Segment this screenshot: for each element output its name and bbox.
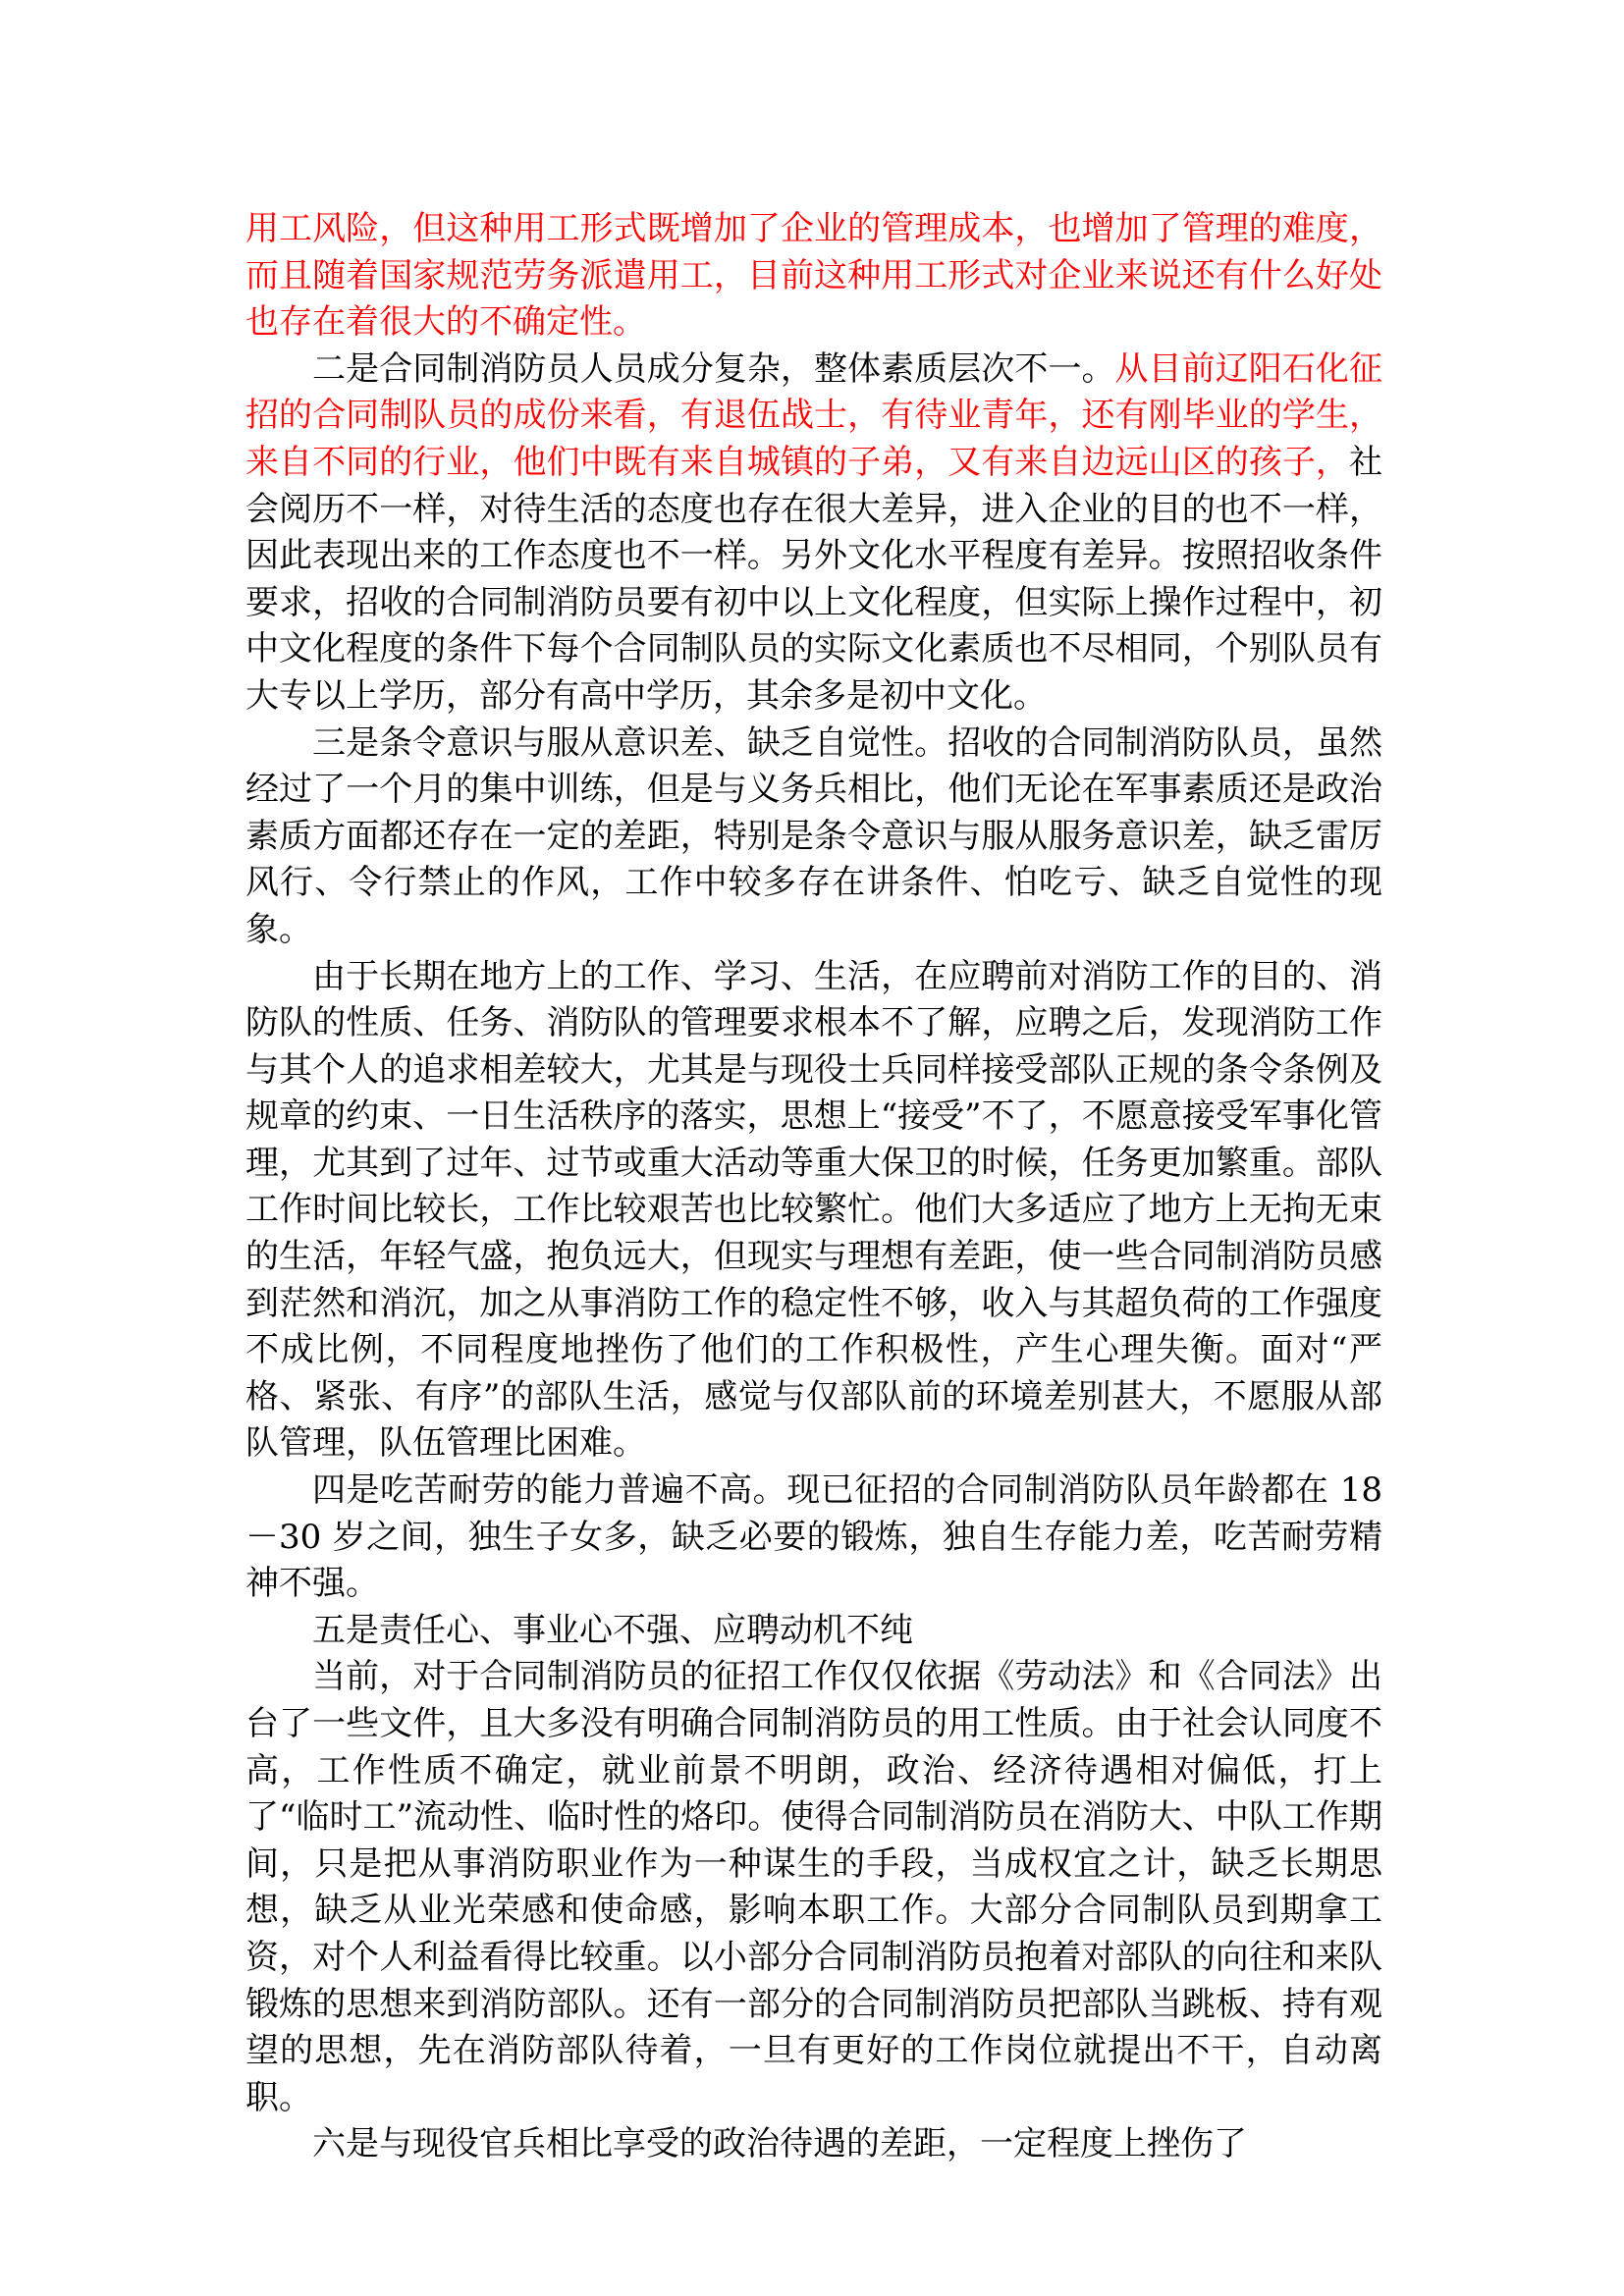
- paragraph-1: [245, 206, 1382, 347]
- paragraph-text: 四是吃苦耐劳的能力普遍不高。现已征招的合同制消防队员年龄都在 18－30 岁之间，独生子女多，缺乏必要的锻炼，独自生存能力差，吃苦耐劳精神不强。: [245, 1470, 1382, 1604]
- paragraph-text: 三是条令意识与服从意识差、缺乏自觉性。招收的合同制消防队员，虽然经过了一个月的集中训练，但是与义务兵相比，他们无论在军事素质还是政治素质方面都还存在一定的差距，特别是条令意识与服从服务意识差，缺乏雷厉风行、令行禁止的作风，工作中较多存在讲条件、怕吃亏、缺乏自觉性的现象。: [245, 722, 1382, 949]
- paragraph-2: [245, 347, 1382, 721]
- paragraph-text: 二是合同制消防员人员成分复杂，整体素质层次不一。: [312, 348, 1115, 389]
- highlighted-text: 从目前辽阳石化征招的合同制队员的成份来看，有退伍战士，有待业青年，还有刚毕业的学生，来自不同的行业，他们中既有来自城镇的子弟，又有来自边远山区的孩子，: [245, 348, 1382, 482]
- paragraph-text: 由于长期在地方上的工作、学习、生活，在应聘前对消防工作的目的、消防队的性质、任务、消防队的管理要求根本不了解，应聘之后，发现消防工作与其个人的追求相差较大，尤其是与现役士兵同样接受部队正规的条令条例及规章的约束、一日生活秩序的落实，思想上“接受”不了，不愿意接受军事化管理，尤其到了过年、过节或重大活动等重大保卫的时候，任务更加繁重。部队工作时间比较长，工作比较艰苦也比较繁忙。他们大多适应了地方上无拘无束的生活，年轻气盛，抱负远大，但现实与理想有差距，使一些合同制消防员感到茫然和消沉，加之从事消防工作的稳定性不够，收入与其超负荷的工作强度不成比例，不同程度地挫伤了他们的工作积极性，产生心理失衡。面对“严格、紧张、有序”的部队生活，感觉与仅部队前的环境差别甚大，不愿服从部队管理，队伍管理比困难。: [245, 956, 1382, 1464]
- paragraph-8: [245, 2121, 1382, 2168]
- highlighted-text: 用工风险，但这种用工形式既增加了企业的管理成本，也增加了管理的难度，而且随着国家规范劳务派遣用工，目前这种用工形式对企业来说还有什么好处也存在着很大的不确定性。: [245, 209, 1382, 343]
- paragraph-5: [245, 1468, 1382, 1608]
- paragraph-4: [245, 954, 1382, 1468]
- paragraph-6: [245, 1608, 1382, 1655]
- paragraph-3: [245, 721, 1382, 954]
- paragraph-text: 当前，对于合同制消防员的征招工作仅仅依据《劳动法》和《合同法》出台了一些文件，且大多没有明确合同制消防员的用工性质。由于社会认同度不高，工作性质不确定，就业前景不明朗，政治、经济待遇相对偏低，打上了“临时工”流动性、临时性的烙印。使得合同制消防员在消防大、中队工作期间，只是把从事消防职业作为一种谋生的手段，当成权宜之计，缺乏长期思想，缺乏从业光荣感和使命感，影响本职工作。大部分合同制队员到期拿工资，对个人利益看得比较重。以小部分合同制消防员抱着对部队的向往和来队锻炼的思想来到消防部队。还有一部分的合同制消防员把部队当跳板、持有观望的思想，先在消防部队待着，一旦有更好的工作岗位就提出不干，自动离职。: [245, 1657, 1382, 2117]
- paragraph-text: 五是责任心、事业心不强、应聘动机不纯: [312, 1610, 913, 1650]
- paragraph-text: 六是与现役官兵相比享受的政治待遇的差距，一定程度上挫伤了: [312, 2124, 1247, 2164]
- body-text: [245, 206, 1382, 2168]
- paragraph-text: 社会阅历不一样，对待生活的态度也存在很大差异，进入企业的目的也不一样，因此表现出来的工作态度也不一样。另外文化水平程度有差异。按照招收条件要求，招收的合同制消防员要有初中以上文化程度，但实际上操作过程中，初中文化程度的条件下每个合同制队员的实际文化素质也不尽相同，个别队员有大专以上学历，部分有高中学历，其余多是初中文化。: [245, 442, 1382, 716]
- paragraph-7: [245, 1654, 1382, 2121]
